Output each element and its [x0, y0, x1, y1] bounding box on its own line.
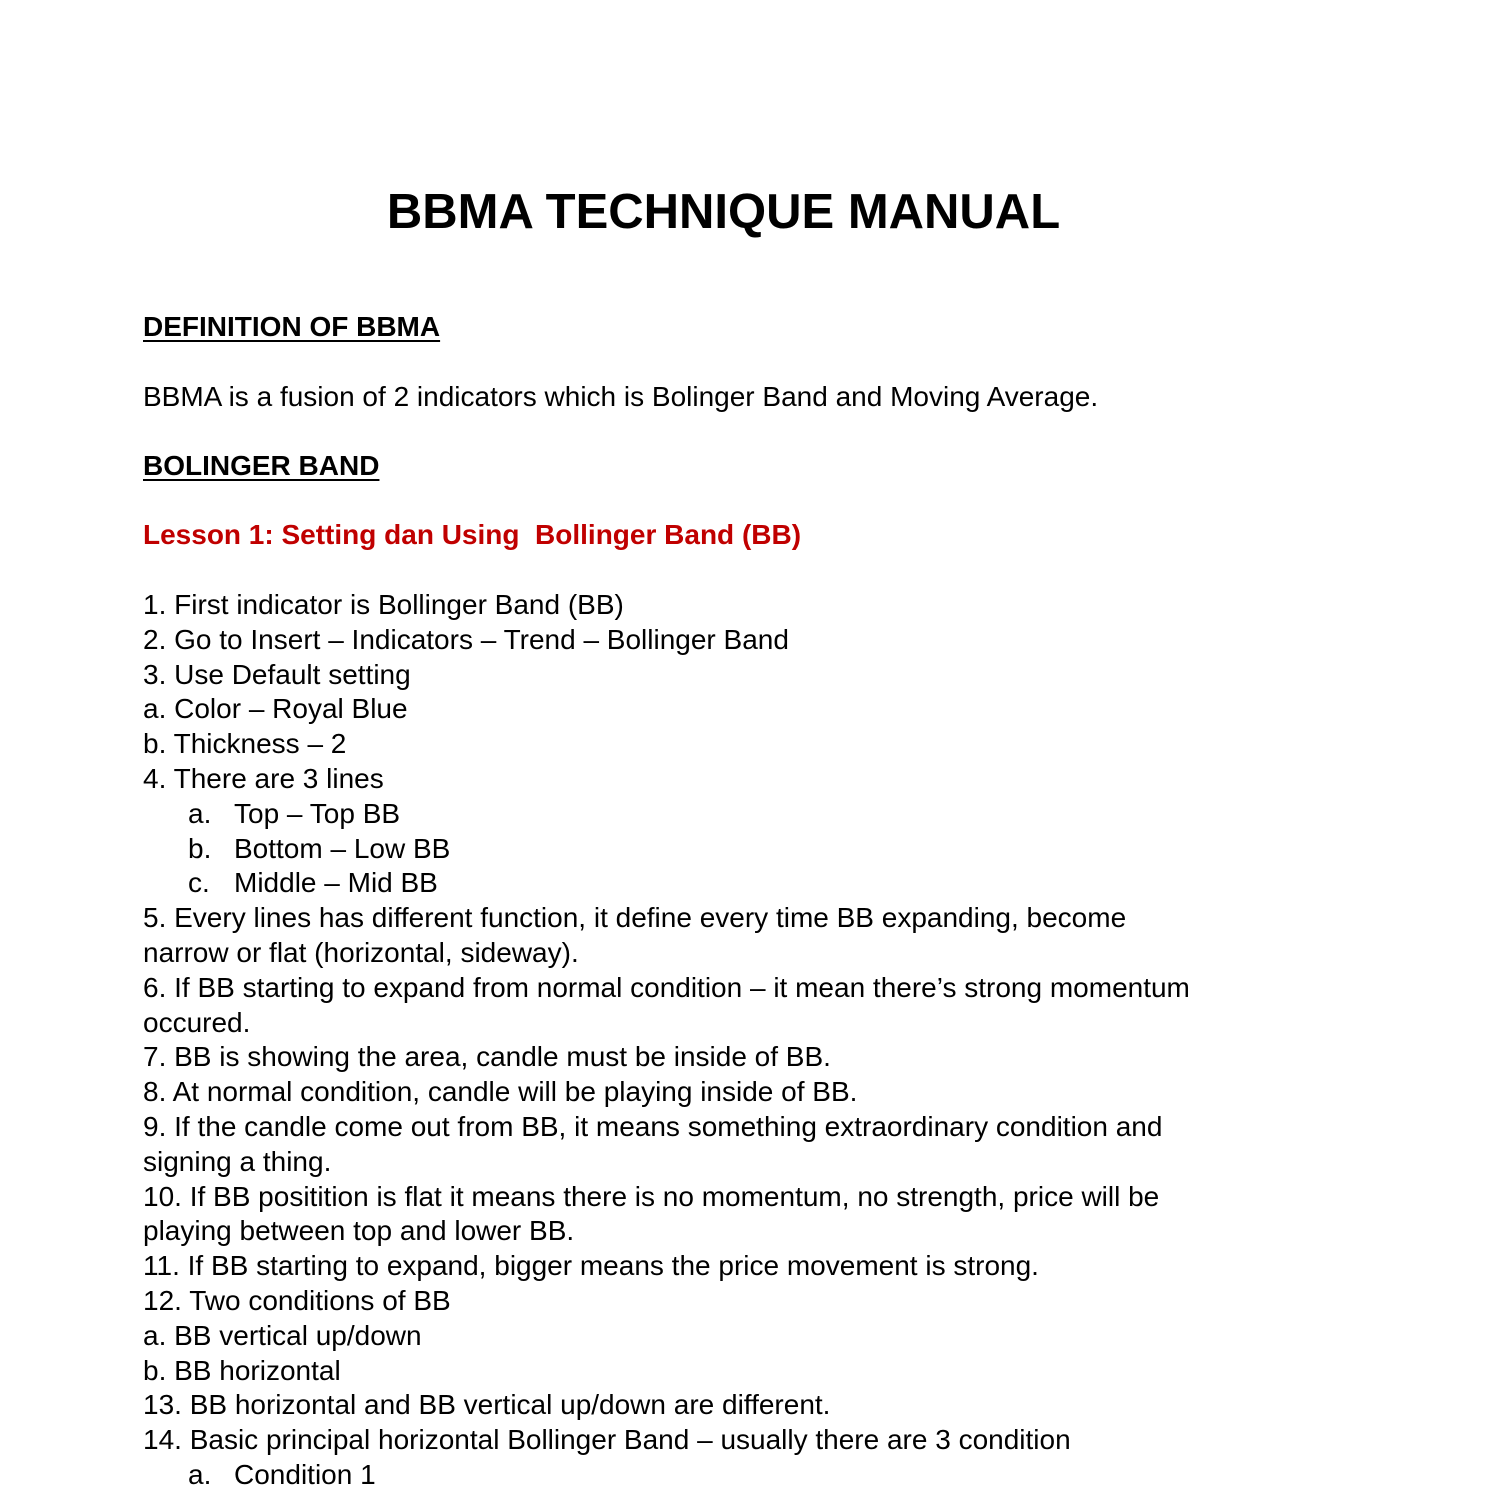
lesson-content-list: [143, 588, 1343, 1493]
line-text: a. BB vertical up/down: [143, 1319, 422, 1351]
line-text: b. BB horizontal: [143, 1354, 341, 1386]
content-line: [143, 588, 1343, 623]
sub-list-marker: a.: [188, 1458, 212, 1490]
line-text: a. Color – Royal Blue: [143, 693, 408, 725]
line-text: 10. If BB positition is flat it means there is no momentum, no strength, price will be: [143, 1180, 1160, 1212]
content-line: [143, 1284, 1343, 1319]
line-text: 5. Every lines has different function, it define every time BB expanding, become: [143, 902, 1127, 934]
content-line: [143, 1388, 1343, 1423]
line-text: b. Thickness – 2: [143, 728, 347, 760]
content-line: [143, 901, 1343, 936]
content-line: [143, 1145, 1343, 1180]
line-text: 13. BB horizontal and BB vertical up/down are different.: [143, 1389, 831, 1421]
sub-list-marker: c.: [188, 867, 210, 899]
content-line: [143, 1075, 1343, 1110]
line-text: Middle – Mid BB: [234, 867, 438, 899]
sub-list-marker: a.: [188, 797, 212, 829]
line-text: 4. There are 3 lines: [143, 762, 384, 794]
content-line: [143, 1214, 1343, 1249]
content-line: [143, 727, 1343, 762]
line-text: 12. Two conditions of BB: [143, 1284, 451, 1316]
line-text: occured.: [143, 1006, 251, 1038]
content-line: [143, 1006, 1343, 1041]
section-heading-definition: DEFINITION OF BBMA: [143, 311, 441, 342]
line-text: 2. Go to Insert – Indicators – Trend – Bollinger Band: [143, 623, 789, 655]
content-line: [143, 1354, 1343, 1389]
section-heading-bolinger-band: BOLINGER BAND: [143, 450, 380, 481]
line-text: 6. If BB starting to expand from normal condition – it mean there’s strong momentum: [143, 971, 1190, 1003]
content-line: [143, 1249, 1343, 1284]
line-text: 8. At normal condition, candle will be playing inside of BB.: [143, 1076, 858, 1108]
content-line: [143, 1319, 1343, 1354]
content-line: [143, 1040, 1343, 1075]
content-line: [143, 658, 1343, 693]
content-line: [143, 692, 1343, 727]
content-line: [143, 1180, 1343, 1215]
lesson-title: Lesson 1: Setting dan Using Bollinger Band (BB): [143, 519, 802, 550]
content-line: [143, 936, 1343, 971]
line-text: 9. If the candle come out from BB, it means something extraordinary condition and: [143, 1110, 1163, 1142]
sub-list-item: [143, 866, 1343, 901]
content-line: [143, 1110, 1343, 1145]
line-text: signing a thing.: [143, 1145, 332, 1177]
line-text: 14. Basic principal horizontal Bollinger Band – usually there are 3 condition: [143, 1424, 1071, 1456]
line-text: Top – Top BB: [234, 797, 401, 829]
content-line: [143, 623, 1343, 658]
line-text: 11. If BB starting to expand, bigger means the price movement is strong.: [143, 1250, 1039, 1282]
line-text: narrow or flat (horizontal, sideway).: [143, 936, 579, 968]
sub-list-marker: b.: [188, 832, 212, 864]
sub-list-item: [143, 797, 1343, 832]
line-text: 1. First indicator is Bollinger Band (BB): [143, 589, 624, 620]
content-line: [143, 762, 1343, 797]
line-text: Condition 1: [234, 1458, 376, 1490]
line-text: 7. BB is showing the area, candle must be inside of BB.: [143, 1041, 831, 1073]
definition-paragraph: BBMA is a fusion of 2 indicators which is Bolinger Band and Moving Average.: [143, 381, 1099, 412]
line-text: 3. Use Default setting: [143, 658, 411, 690]
sub-list-item: [143, 1458, 1343, 1493]
content-line: [143, 1423, 1343, 1458]
content-line: [143, 971, 1343, 1006]
document-title: BBMA TECHNIQUE MANUAL: [386, 185, 1061, 239]
sub-list-item: [143, 832, 1343, 867]
line-text: playing between top and lower BB.: [143, 1215, 575, 1247]
line-text: Bottom – Low BB: [234, 832, 451, 864]
